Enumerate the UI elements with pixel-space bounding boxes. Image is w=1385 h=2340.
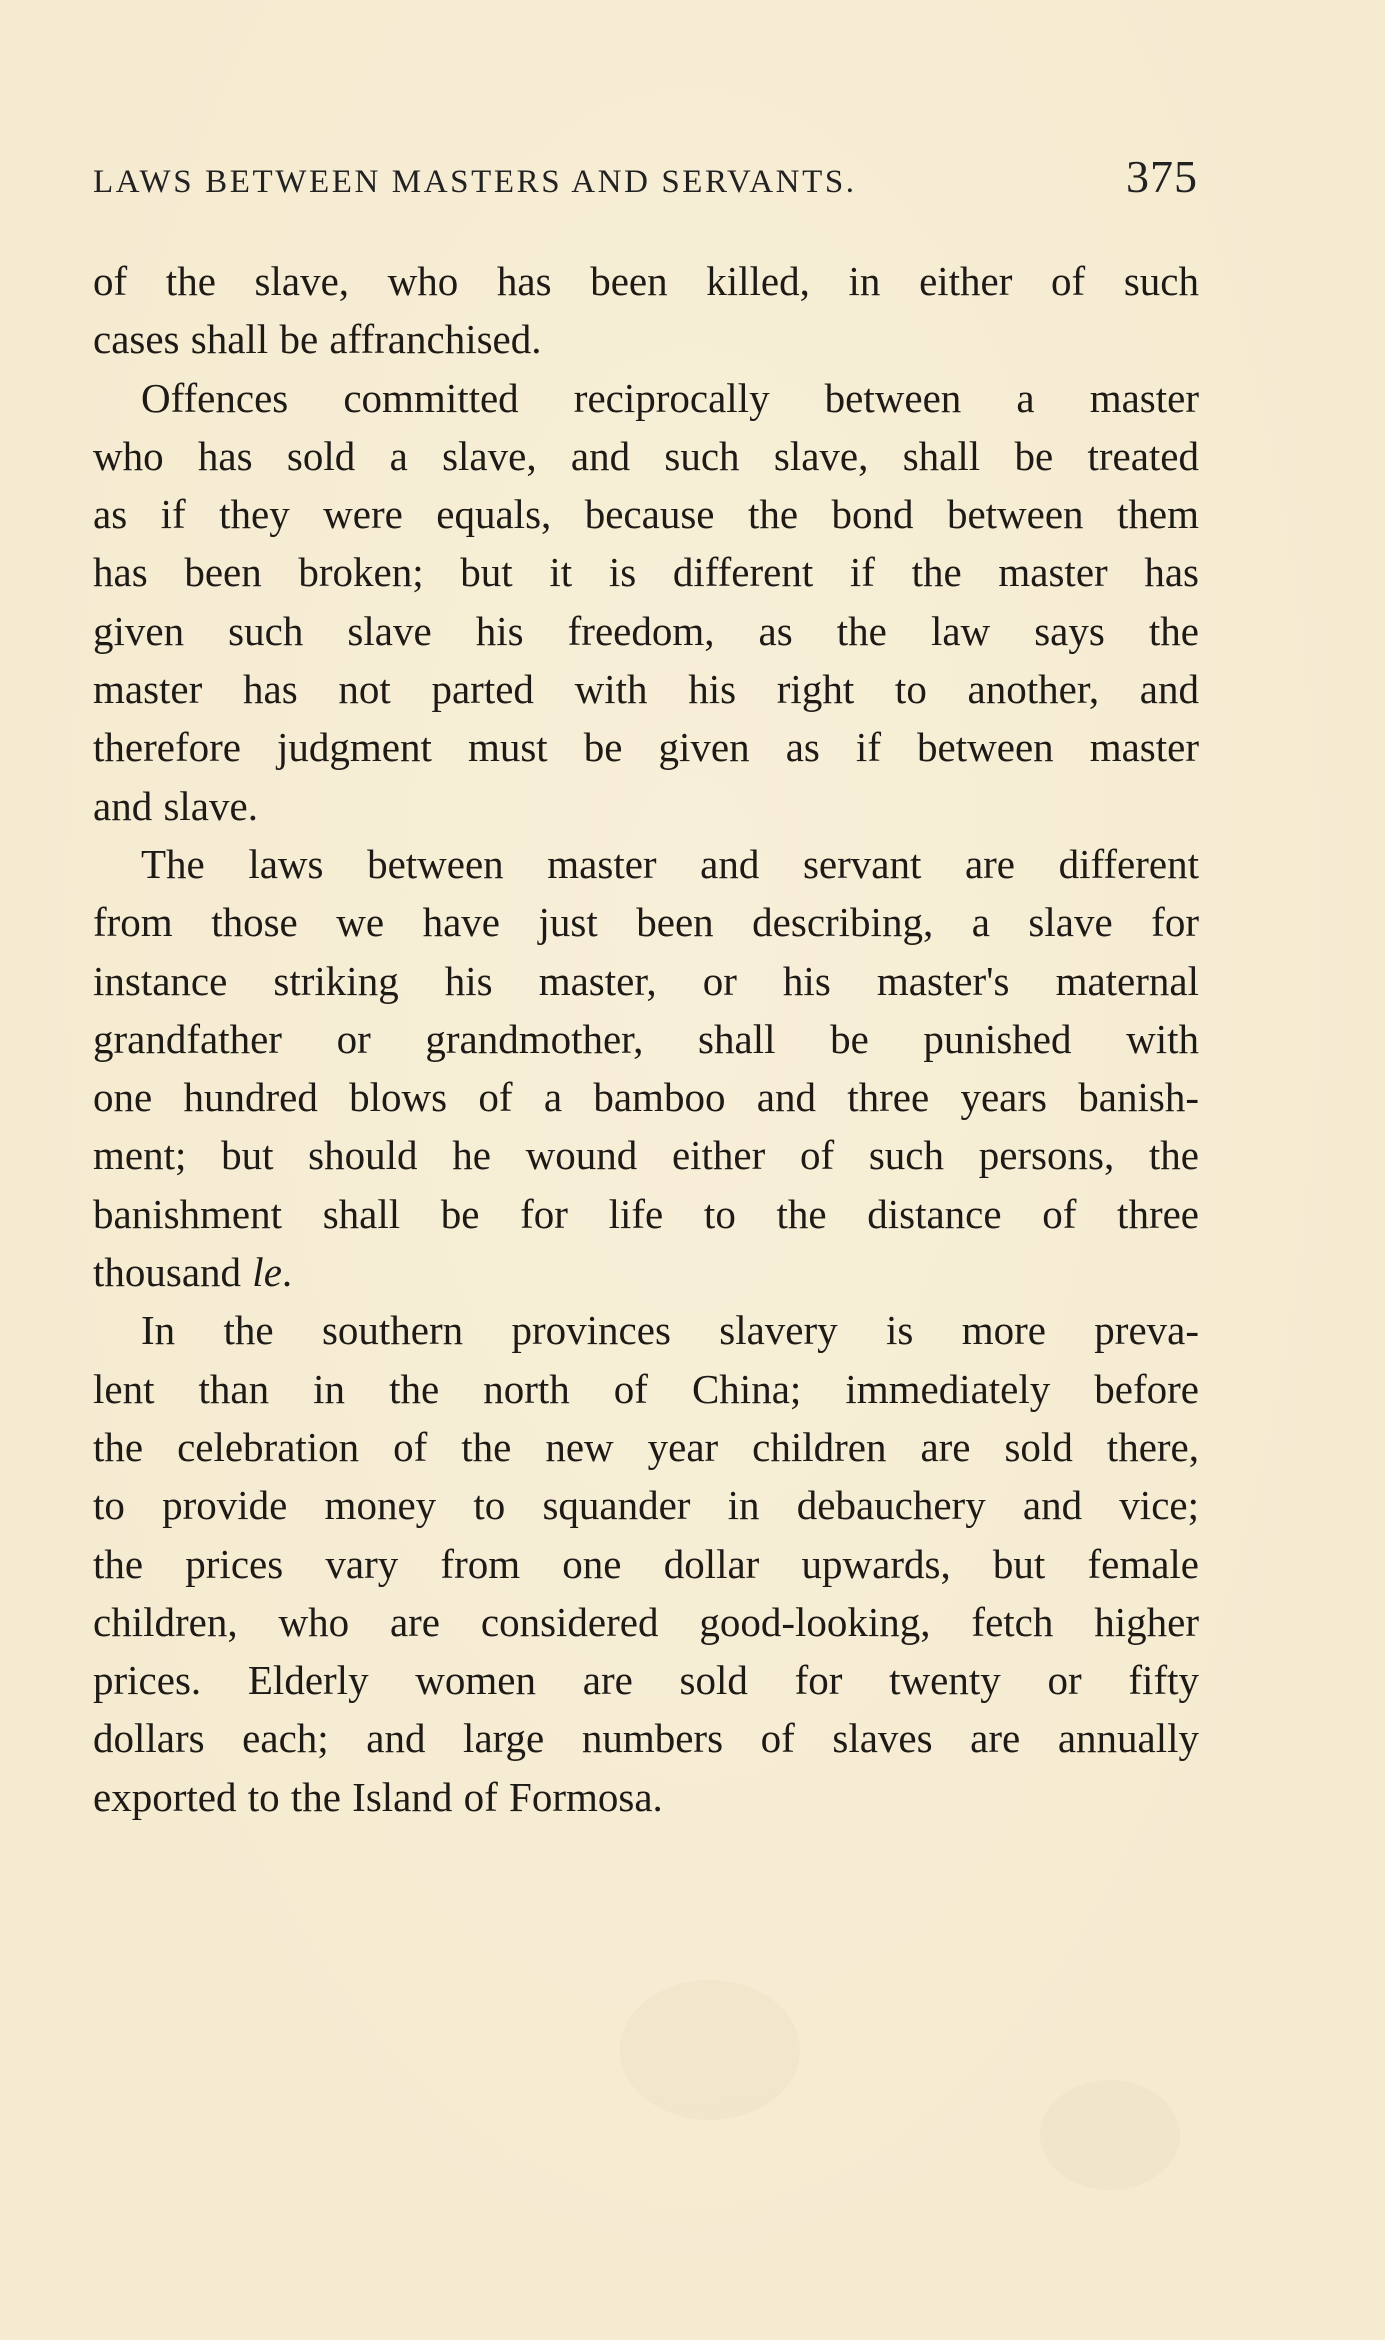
text-fragment: thousand <box>93 1249 253 1296</box>
paper-stain <box>1040 2080 1180 2190</box>
text-line: has been broken; but it is different if the master has <box>93 549 1199 596</box>
text-line: children, who are considered good-looking, fetch higher <box>93 1598 1199 1645</box>
running-title: LAWS BETWEEN MASTERS AND SERVANTS. <box>93 164 857 200</box>
text-line: master has not parted with his right to another, and <box>93 666 1199 713</box>
text-line: therefore judgment must be given as if between master <box>93 724 1199 771</box>
text-line: In the southern provinces slavery is more preva- <box>141 1307 1199 1354</box>
text-line: instance striking his master, or his master's maternal <box>93 957 1199 1004</box>
text-line: of the slave, who has been killed, in either of such <box>93 258 1199 304</box>
text-line: and slave. <box>93 782 258 829</box>
text-fragment: . <box>281 1249 293 1296</box>
text-line: the celebration of the new year children are sold there, <box>93 1423 1199 1470</box>
text-line: to provide money to squander in debauchery and vice; <box>93 1482 1199 1529</box>
paper-stain <box>620 1980 800 2120</box>
paragraph-4 <box>93 1301 1199 1826</box>
text-line: given such slave his freedom, as the law says the <box>93 607 1199 654</box>
running-head <box>93 150 1198 210</box>
text-line: the prices vary from one dollar upwards, but female <box>93 1540 1199 1587</box>
body-text <box>93 252 1199 1826</box>
text-line: Offences committed reciprocally between a master <box>141 374 1199 421</box>
text-line: cases shall be affranchised. <box>93 316 542 363</box>
italic-word: le <box>252 1249 282 1296</box>
text-line: as if they were equals, because the bond between them <box>93 491 1199 538</box>
text-line-italic-end <box>93 1243 1199 1301</box>
paragraph-1 <box>93 252 1199 369</box>
text-line: ment; but should he wound either of such persons, the <box>93 1132 1199 1179</box>
text-line: banishment shall be for life to the distance of three <box>93 1190 1199 1237</box>
paragraph-2 <box>93 369 1199 835</box>
text-line: lent than in the north of China; immediately before <box>93 1365 1199 1412</box>
text-line: dollars each; and large numbers of slaves are annually <box>93 1715 1199 1762</box>
text-line: The laws between master and servant are different <box>141 840 1199 887</box>
text-line: one hundred blows of a bamboo and three years banish- <box>93 1074 1199 1121</box>
page-number: 375 <box>1126 151 1198 202</box>
text-line: exported to the Island of Formosa. <box>93 1773 663 1820</box>
text-line: from those we have just been describing, a slave for <box>93 899 1199 946</box>
text-line: grandfather or grandmother, shall be punished with <box>93 1015 1199 1062</box>
paragraph-3 <box>93 835 1199 1301</box>
text-line: prices. Elderly women are sold for twenty or fifty <box>93 1657 1199 1704</box>
text-line: who has sold a slave, and such slave, shall be treated <box>93 432 1199 479</box>
